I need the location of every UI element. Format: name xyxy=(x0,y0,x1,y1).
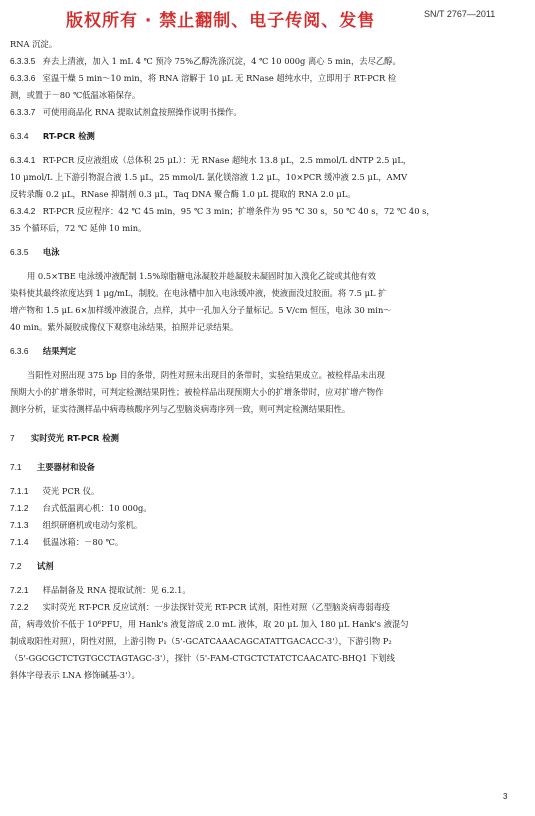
text-line: （5'-GGCGCTCTGTGCCTAGTAGC-3'），探针（5'-FAM-CTGCTCTATCTCAACATC-BHQ1 下划线 xyxy=(10,653,395,663)
clause-text: 荧光 PCR 仪。 xyxy=(42,486,100,496)
section-heading-6-3-6 xyxy=(10,343,524,360)
text-line: 染料使其最终浓度达到 1 μg/mL，制胶。在电泳槽中加入电泳缓冲液，使液面没过胶面。将 7.5 μL 扩 xyxy=(10,288,387,298)
section-number: 7.2 xyxy=(10,561,22,571)
section-title: 结果判定 xyxy=(42,346,77,356)
clause-number: 6.3.4.1 xyxy=(10,155,36,165)
clause-number: 7.2.2 xyxy=(10,602,29,612)
section-heading-7 xyxy=(10,430,524,447)
clause-6-3-3-6 xyxy=(10,70,524,87)
clause-number: 7.2.1 xyxy=(10,585,29,595)
copyright-watermark: 版权所有 · 禁止翻制、电子传阅、发售 xyxy=(66,11,376,31)
section-title: 实时荧光 RT-PCR 检测 xyxy=(30,433,119,443)
section-number: 6.3.5 xyxy=(10,247,29,257)
text-line: 40 min。紫外凝胶成像仪下观察电泳结果，拍照并记录结果。 xyxy=(10,322,239,332)
text-line: 制成取阳性对照），阴性对照，上游引物 P₁（5'-GCATCAAACAGCATATTGACACC-3'），下游引物 P₂ xyxy=(10,636,392,646)
document-body xyxy=(10,36,524,684)
text-line: 苗，病毒效价不低于 10⁶PFU，用 Hank's 液复溶成 2.0 mL 液体，取 20 μL 加入 180 μL Hank's 液混匀 xyxy=(10,619,409,629)
clause-7-1-4 xyxy=(10,534,524,551)
clause-text: 实时荧光 RT-PCR 反应试剂：一步法探针荧光 RT-PCR 试剂，阳性对照（乙型脑炎病毒弱毒疫 xyxy=(42,602,391,612)
clause-text: 可使用商品化 RNA 提取试剂盒按照操作说明书操作。 xyxy=(42,107,242,117)
clause-text: 台式低温离心机：10 000g。 xyxy=(42,503,152,513)
clause-7-1-1 xyxy=(10,483,524,500)
section-number: 7.1 xyxy=(10,462,22,472)
clause-7-2-1 xyxy=(10,582,524,599)
text-line: 当阳性对照出现 375 bp 目的条带，阴性对照未出现目的条带时，实验结果成立。被检样品未出现 xyxy=(27,370,385,380)
clause-number: 6.3.3.7 xyxy=(10,107,36,117)
section-number: 6.3.4 xyxy=(10,131,29,141)
text-line: 斜体字母表示 LNA 修饰碱基-3'）。 xyxy=(10,670,140,680)
standard-number: SN/T 2767—2011 xyxy=(424,9,496,19)
text-line: 35 个循环后，72 ℃ 延伸 10 min。 xyxy=(10,223,147,233)
clause-number: 7.1.3 xyxy=(10,520,29,530)
clause-7-1-3 xyxy=(10,517,524,534)
clause-text: RT-PCR 反应程序：42 ℃ 45 min，95 ℃ 3 min；扩增条件为 95 ℃ 30 s，50 ℃ 40 s，72 ℃ 40 s， xyxy=(42,206,435,216)
text-line: 10 μmol/L 上下游引物混合液 1.5 μL，25 mmol/L 氯化镁溶液 1.2 μL，10×PCR 缓冲液 2.5 μL，AMV xyxy=(10,172,408,182)
section-heading-6-3-5 xyxy=(10,244,524,261)
clause-text: 弃去上清液，加入 1 mL 4 ℃ 预冷 75%乙醇洗涤沉淀，4 ℃ 10 000g 离心 5 min，去尽乙醇。 xyxy=(42,56,401,66)
section-heading-7-2 xyxy=(10,558,524,575)
text-line: 增产物和 1.5 μL 6×加样缓冲液混合，点样，其中一孔加入分子量标记。5 V/cm 恒压，电泳 30 min～ xyxy=(10,305,392,315)
clause-6-3-4-1 xyxy=(10,152,524,169)
section-title: RT-PCR 检测 xyxy=(42,131,95,141)
section-heading-7-1 xyxy=(10,459,524,476)
clause-text: RT-PCR 反应液组成（总体积 25 μL）：无 RNase 超纯水 13.8 μL，2.5 mmol/L dNTP 2.5 μL， xyxy=(42,155,412,165)
clause-text: 样品制备及 RNA 提取试剂：见 6.2.1。 xyxy=(42,585,191,595)
section-number: 7 xyxy=(10,433,15,443)
clause-number: 7.1.2 xyxy=(10,503,29,513)
text-line: 用 0.5×TBE 电泳缓冲液配制 1.5%琼脂糖电泳凝胶并趁凝胶未凝固时加入溴化乙锭或其他有效 xyxy=(27,271,376,281)
clause-6-3-3-5 xyxy=(10,53,524,70)
text-line: RNA 沉淀。 xyxy=(10,39,58,49)
section-title: 主要器材和设备 xyxy=(36,462,95,472)
section-title: 电泳 xyxy=(42,247,60,257)
text-line: 测，或置于－80 ℃低温冰箱保存。 xyxy=(10,90,141,100)
text-line: 反转录酶 0.2 μL，RNase 抑制剂 0.3 μL，Taq DNA 聚合酶 1.0 μL 提取的 RNA 2.0 μL。 xyxy=(10,189,356,199)
page-number: 3 xyxy=(503,792,508,801)
clause-7-1-2 xyxy=(10,500,524,517)
clause-text: 组织研磨机或电动匀浆机。 xyxy=(42,520,143,530)
section-title: 试剂 xyxy=(36,561,54,571)
clause-number: 6.3.3.6 xyxy=(10,73,36,83)
text-line: 测序分析，证实待测样品中病毒核酸序列与乙型脑炎病毒序列一致，则可判定检测结果阳性。 xyxy=(10,404,351,414)
section-number: 6.3.6 xyxy=(10,346,29,356)
clause-6-3-3-7 xyxy=(10,104,524,121)
clause-number: 6.3.3.5 xyxy=(10,56,36,66)
clause-number: 7.1.1 xyxy=(10,486,29,496)
text-line: 预期大小的扩增条带时，可判定检测结果阴性；被检样品出现预期大小的扩增条带时，应对扩增产物作 xyxy=(10,387,384,397)
clause-text: 低温冰箱：－80 ℃。 xyxy=(42,537,124,547)
section-heading-6-3-4 xyxy=(10,128,524,145)
clause-number: 6.3.4.2 xyxy=(10,206,36,216)
clause-6-3-4-2 xyxy=(10,203,524,220)
clause-text: 室温干燥 5 min～10 min，将 RNA 溶解于 10 μL 无 RNase 超纯水中，立即用于 RT-PCR 检 xyxy=(42,73,397,83)
clause-number: 7.1.4 xyxy=(10,537,29,547)
clause-7-2-2 xyxy=(10,599,524,616)
